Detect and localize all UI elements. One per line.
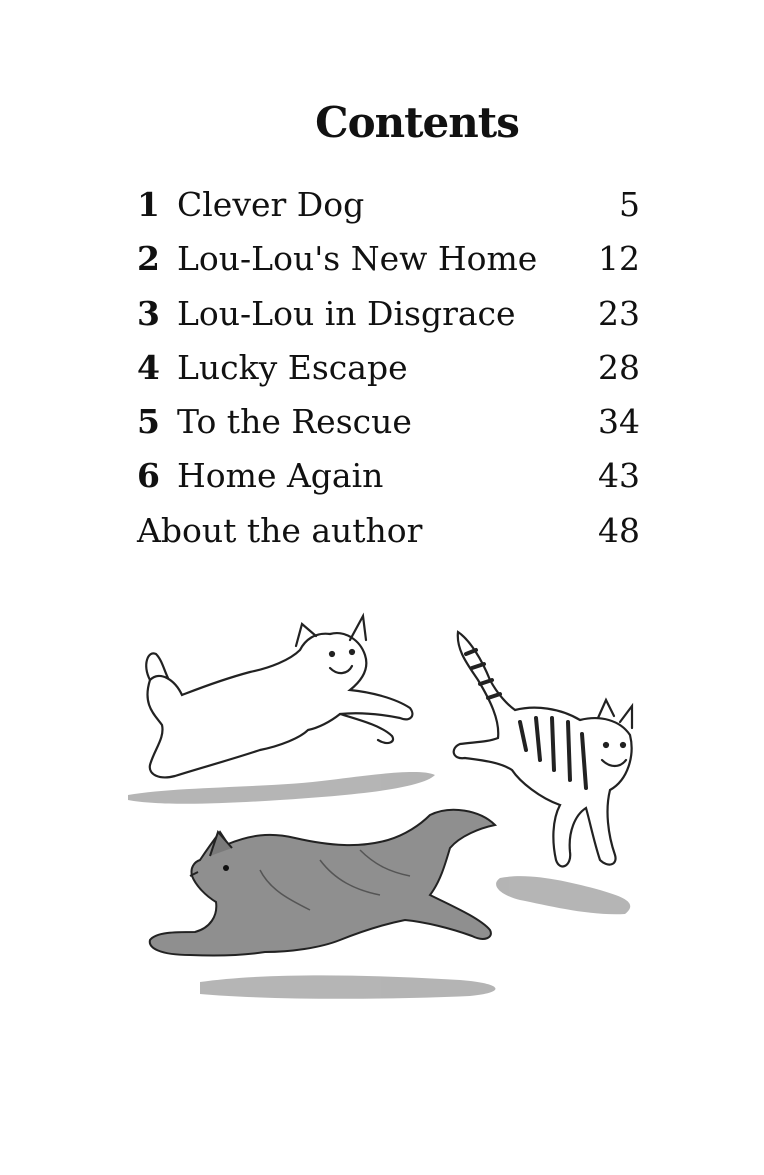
toc-entry-2[interactable]	[137, 232, 640, 286]
animals-illustration	[120, 610, 650, 1010]
chapter-number: 2	[137, 239, 160, 279]
chapter-title: Clever Dog	[177, 185, 365, 224]
chapter-title: Lou-Lou in Disgrace	[177, 293, 516, 333]
chapter-number: 3	[137, 293, 160, 333]
page-number: 34	[598, 402, 640, 442]
about-author-label: About the author	[137, 510, 423, 550]
toc-entry-5[interactable]	[137, 395, 640, 449]
toc-entry-6[interactable]	[137, 449, 640, 503]
toc-entry-3[interactable]	[137, 287, 640, 341]
chapter-title: Home Again	[177, 456, 384, 496]
chapter-number: 4	[137, 347, 160, 387]
page-number: 23	[598, 293, 640, 333]
toc-entry-about-author[interactable]	[137, 504, 640, 558]
chapter-title: To the Rescue	[177, 402, 412, 442]
toc-entry-4[interactable]	[137, 341, 640, 395]
chapter-number: 1	[137, 185, 160, 224]
page-number: 12	[598, 239, 640, 279]
page-number: 48	[598, 510, 640, 550]
page-number: 5	[619, 185, 640, 224]
chapter-title: Lucky Escape	[177, 347, 408, 387]
dog-drawing	[146, 616, 412, 777]
table-of-contents	[137, 178, 640, 558]
page-number: 43	[598, 456, 640, 496]
grey-cat-drawing	[150, 810, 495, 956]
toc-entry-1[interactable]	[137, 178, 640, 232]
chapter-title: Lou-Lou's New Home	[177, 239, 538, 279]
striped-cat-drawing	[454, 632, 632, 866]
page-number: 28	[598, 347, 640, 387]
chapter-number: 5	[137, 402, 160, 442]
chapter-number: 6	[137, 456, 160, 496]
contents-title: Contents	[315, 98, 519, 147]
